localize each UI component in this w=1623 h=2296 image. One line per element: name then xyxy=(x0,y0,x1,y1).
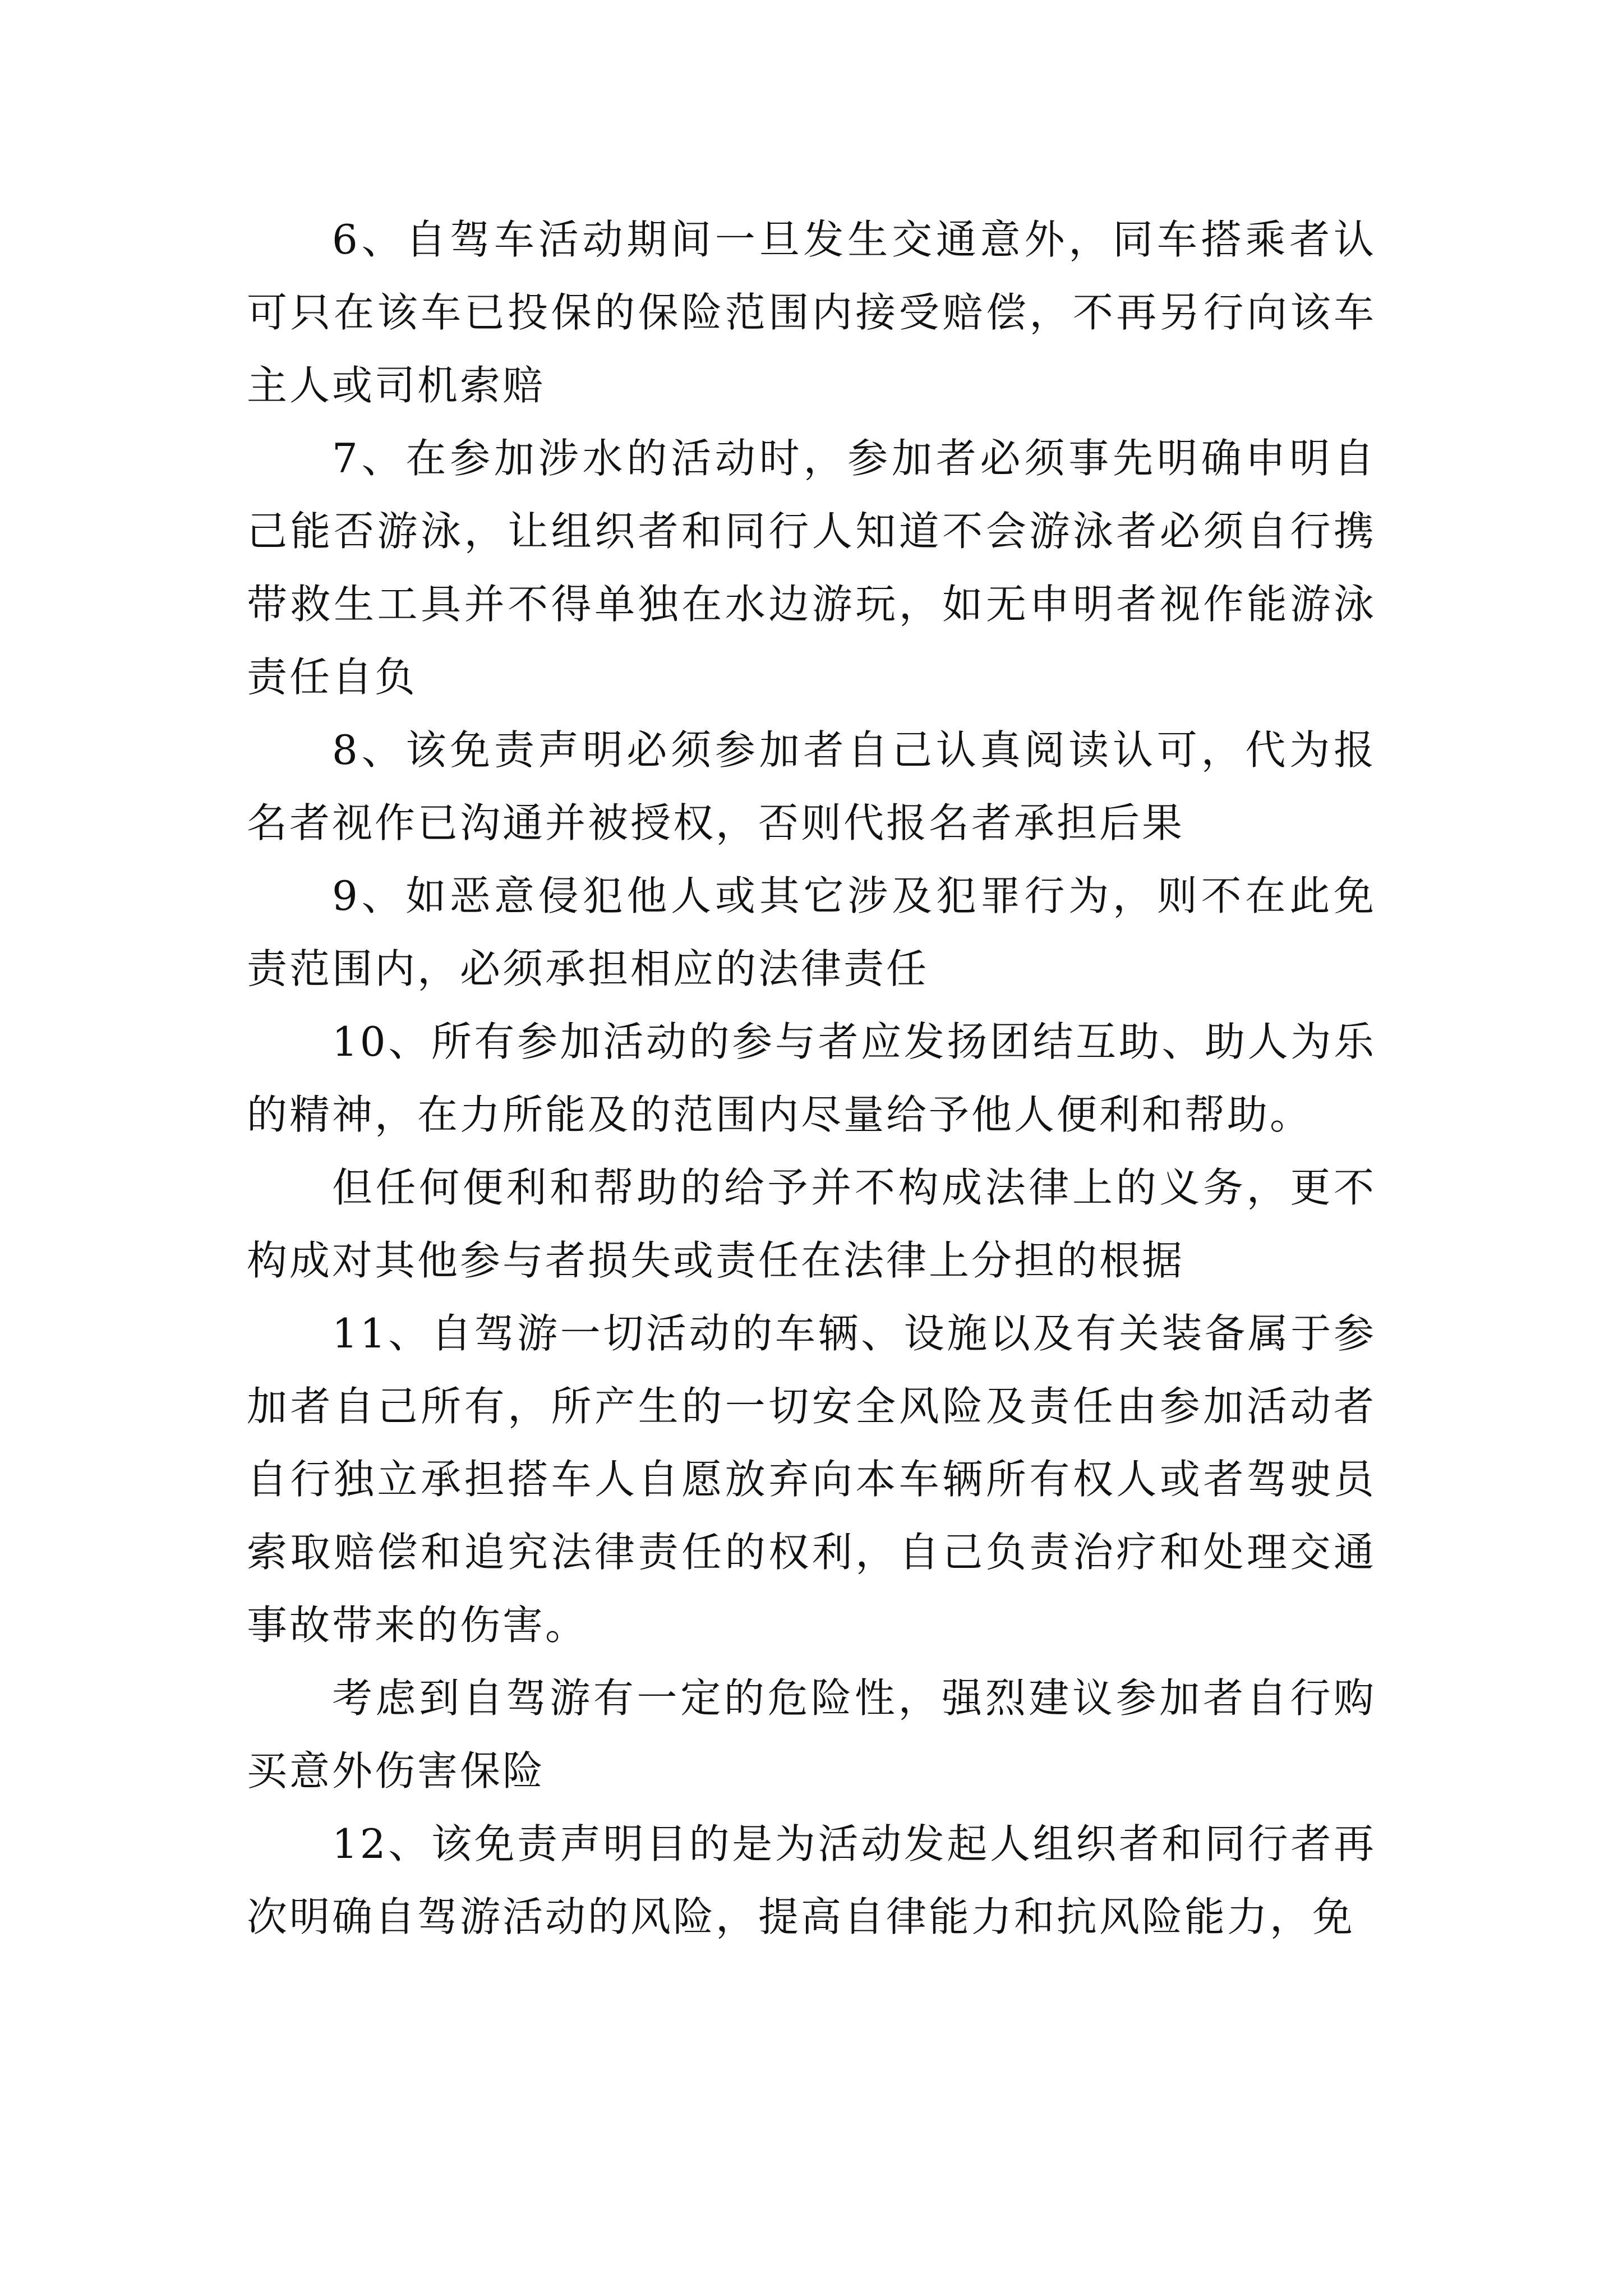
paragraph-clause-8: 8、该免责声明必须参加者自己认真阅读认可，代为报名者视作已沟通并被授权，否则代报名者承担后果 xyxy=(247,726,1376,846)
paragraph-clause-7: 7、在参加涉水的活动时，参加者必须事先明确申明自己能否游泳，让组织者和同行人知道不会游泳者必须自行携带救生工具并不得单独在水边游玩，如无申明者视作能游泳责任自负 xyxy=(247,435,1376,701)
document-body xyxy=(247,203,1376,1953)
paragraph-clause-6: 6、自驾车活动期间一旦发生交通意外，同车搭乘者认可只在该车已投保的保险范围内接受赔偿，不再另行向该车主人或司机索赔 xyxy=(247,216,1376,409)
paragraph-clause-10: 10、所有参加活动的参与者应发扬团结互助、助人为乐的精神，在力所能及的范围内尽量给予他人便利和帮助。 xyxy=(247,1018,1376,1138)
paragraph-clause-12: 12、该免责声明目的是为活动发起人组织者和同行者再次明确自驾游活动的风险，提高自律能力和抗风险能力，免 xyxy=(247,1820,1376,1940)
paragraph-clause-11: 11、自驾游一切活动的车辆、设施以及有关装备属于参加者自己所有，所产生的一切安全风险及责任由参加活动者自行独立承担搭车人自愿放弃向本车辆所有权人或者驾驶员索取赔偿和追究法律责任的权利，自己负责治疗和处理交通事故带来的伤害。 xyxy=(247,1310,1376,1649)
paragraph-insurance-advice: 考虑到自驾游有一定的危险性，强烈建议参加者自行购买意外伤害保险 xyxy=(247,1674,1376,1795)
paragraph-clause-10-note: 但任何便利和帮助的给予并不构成法律上的义务，更不构成对其他参与者损失或责任在法律上分担的根据 xyxy=(247,1164,1376,1284)
paragraph-clause-9: 9、如恶意侵犯他人或其它涉及犯罪行为，则不在此免责范围内，必须承担相应的法律责任 xyxy=(247,872,1376,992)
